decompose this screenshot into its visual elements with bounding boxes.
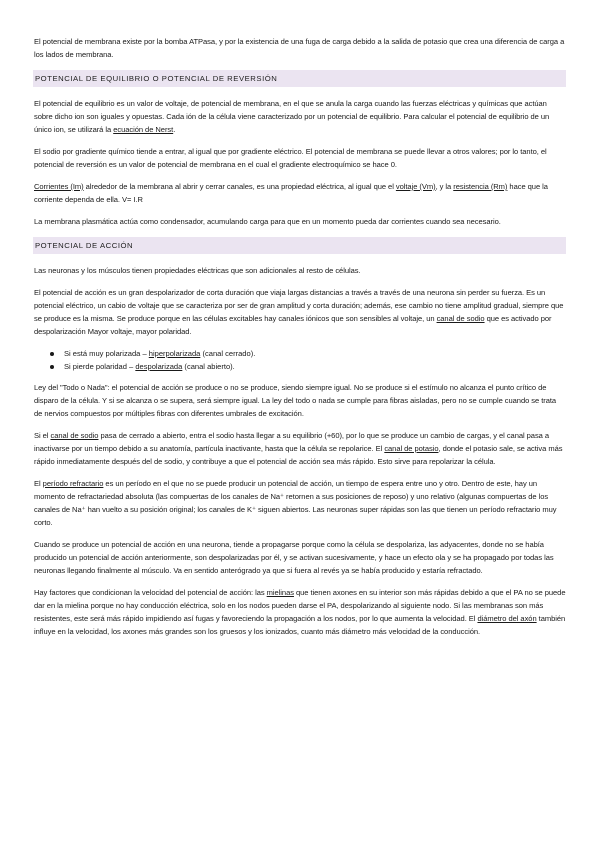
paragraph-sodio: El sodio por gradiente químico tiende a entrar, al igual que por gradiente eléctrico. El potencial de membrana se puede llevar a otros valores; por lo tanto, el potencial de reversión es un valor de potencial de membrana en el cual el gradiente electroquímico se hace 0. (34, 147, 547, 169)
term-despolarizada: despolarizada (135, 362, 183, 371)
text: El (34, 479, 43, 488)
paragraph-condensador: La membrana plasmática actúa como condensador, acumulando carga para que en un momento pueda dar corrientes cuando sea necesario. (34, 217, 501, 226)
term-hiperpolarizada: hiperpolarizada (148, 349, 201, 358)
term-diametro-axon: diámetro del axón (477, 614, 537, 623)
text: El potencial de acción es un gran despolarizador de corta duración que viaja largas distancias a través a través de una neurona sin perder su fuerza. Es un potencial eléctrico, un cabio de voltaje que se caracteriza por ser de gran amplitud y corta duración; además, ese cambio no tiene amplitud gradual, siempre que se produce es la misma. Se produce porque en las células excitables hay canales iónicos que son sensibles al voltaje, un (34, 288, 564, 323)
paragraph-canales (34, 429, 566, 468)
text: Hay factores que condicionan la velocidad del potencial de acción: las (34, 588, 267, 597)
term-periodo-refractario: período refractario (42, 479, 104, 488)
paragraph-potencial-accion (34, 286, 566, 338)
text: , donde el potasio sale, se activa más rápido inmediatamente después del de sodio, y contribuye a que el potencial de acción sea más rápido. Esto sirve para repolarizar la célula. (34, 444, 563, 466)
list-item (64, 347, 566, 360)
term-canal-sodio-2: canal de sodio (50, 431, 99, 440)
paragraph-todo-o-nada: Ley del "Todo o Nada": el potencial de acción se produce o no se produce, siendo siempre igual. No se produce si el estímulo no alcanza el punto crítico de disparo de la célula. Y si se alcanza o se supera, será siempre igual. La ley del todo o nada se cumple para fibras aisladas, pero no se cumple cuando se trata de nervios compuestos por múltiples fibras con diferentes umbrales de excitación. (34, 383, 557, 418)
term-canal-potasio: canal de potasio (384, 444, 439, 453)
text: alrededor de la membrana al abrir y cerrar canales, es una propiedad eléctrica, al igual que el (83, 182, 396, 191)
paragraph-refractario (34, 477, 566, 529)
paragraph-propagacion: Cuando se produce un potencial de acción en una neurona, tiende a propagarse porque como la célula se despolariza, las adyacentes, donde no se había producido un potencial de acción anteriormente, son despolarizadas por él, y se activan sucesivamente, y hace un efecto ola y se ha propagado por todas las neuronas llegando finalmente al músculo. Va en sentido anterógrado ya que si fuera al revés ya se había producido y estaría refractado. (34, 540, 554, 575)
text: , y la (435, 182, 454, 191)
term-corrientes: Corrientes (Im) (34, 182, 84, 191)
paragraph-corrientes (34, 180, 566, 206)
text: también influye en la velocidad, los axones más grandes son los gruesos y los ionizados, cuanto más diámetro más velocidad de la conducción. (34, 614, 566, 636)
section-heading-equilibrio: POTENCIAL DE EQUILIBRIO O POTENCIAL DE REVERSIÓN (33, 70, 566, 87)
list-item (64, 360, 566, 373)
term-resistencia: resistencia (Rm) (453, 182, 508, 191)
paragraph-velocidad (34, 586, 566, 638)
paragraph-equilibrio (34, 97, 566, 136)
text: El potencial de equilibrio es un valor de voltaje, de potencial de membrana, en el que se anula la carga cuando las fuerzas eléctricas y químicas que actúan sobre dicho ion son iguales y opuestas. Cada ión de la célula viene caracterizado por un potencial de equilibrio. Para calcular el potencial de equilibrio de un único ion, se utilizará la (34, 99, 550, 134)
text: (canal cerrado). (200, 349, 256, 358)
paragraph-neuronas: Las neuronas y los músculos tienen propiedades eléctricas que son adicionales al resto de células. (34, 266, 361, 275)
link-ecuacion-nerst: ecuación de Nerst (113, 125, 174, 134)
term-mielinas: mielinas (266, 588, 294, 597)
text: . (173, 125, 176, 134)
text: pasa de cerrado a abierto, entra el sodio hasta llegar a su equilibrio (+60), por lo que se produce un cambio de cargas, y el canal pasa a inactivarse por un tiempo debido a su anatomía, partícula inactivante, hasta que la célula se repolarice. El (34, 431, 550, 453)
term-canal-sodio: canal de sodio (436, 314, 485, 323)
text: Si está muy polarizada – (64, 349, 149, 358)
text: Si el (34, 431, 51, 440)
text: que es activado por despolarización Mayor voltaje, mayor polaridad. (34, 314, 552, 336)
intro-paragraph: El potencial de membrana existe por la bomba ATPasa, y por la existencia de una fuga de carga debido a la salida de potasio que crea una diferencia de carga a los lados de membrana. (34, 37, 565, 59)
text: hace que la corriente dependa de ella. V= I.R (34, 182, 548, 204)
text: que tienen axones en su interior son más rápidas debido a que el PA no se puede dar en la mielina porque no hay conducción eléctrica, solo en los nodos pueden darse el PA, despolarizando al siguiente nodo. Si las membranas son más resistentes, este será más rápido impidiendo así fugas y favoreciendo la propagación a los nodos, por lo que aumenta la velocidad. El (34, 588, 566, 623)
text: Si pierde polaridad – (64, 362, 136, 371)
bullet-list (34, 347, 566, 373)
section-heading-accion: POTENCIAL DE ACCIÓN (33, 237, 566, 254)
term-voltaje: voltaje (Vm) (395, 182, 436, 191)
document-body (34, 35, 566, 647)
text: (canal abierto). (182, 362, 235, 371)
text: es un período en el que no se puede producir un potencial de acción, un tiempo de espera entre uno y otro. Dentro de este, hay un momento de refractariedad absoluta (las compuertas de los canales de Na⁺ retornen a sus posiciones de reposo) y uno relativo (algunas compuertas de los canales de Na⁺ han vuelto a su posición original; los canales de K⁺ siguen abiertos. Las neuronas super rápidas son las que tienen un período refractario muy corto. (34, 479, 557, 527)
